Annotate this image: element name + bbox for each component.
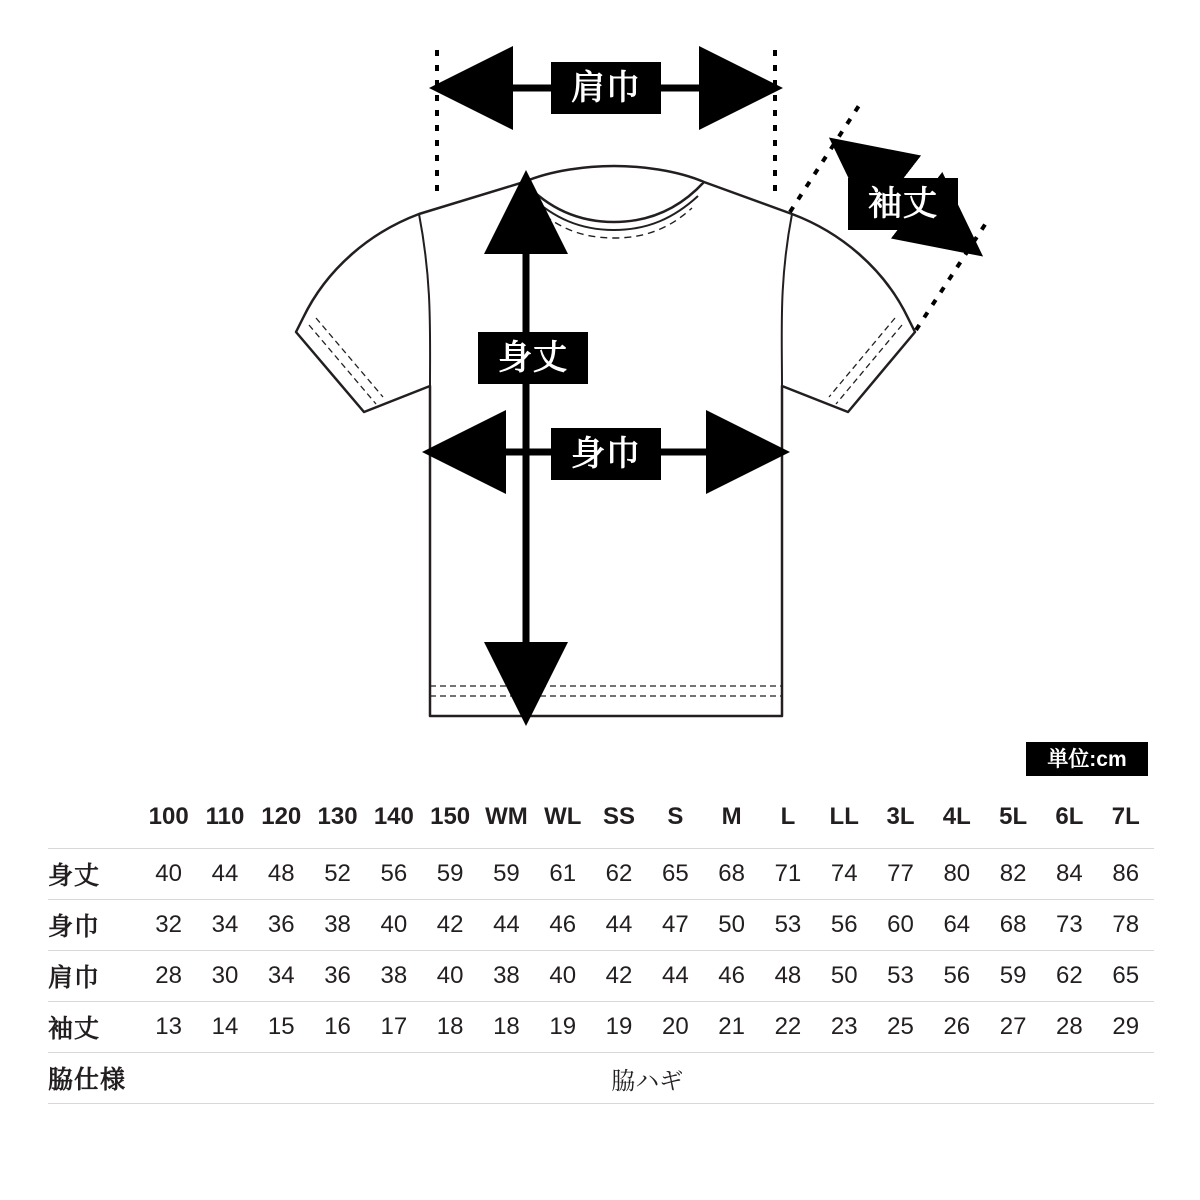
cell-2-4: 38 [380, 962, 408, 989]
cell-3-5: 18 [436, 1013, 464, 1040]
cell-0-10: 68 [718, 860, 745, 887]
cell-0-16: 84 [1056, 860, 1083, 887]
table-header-row [48, 792, 1154, 849]
cell-3-8: 19 [605, 1013, 633, 1040]
table-row [48, 849, 1154, 900]
label-sleeve-length: 袖丈 [848, 178, 958, 230]
cell-0-7: 61 [549, 860, 577, 887]
size-chart-body [48, 849, 1154, 1104]
cell-3-3: 16 [324, 1013, 351, 1040]
cell-3-12: 23 [830, 1013, 858, 1040]
cell-0-11: 71 [774, 860, 802, 887]
column-header-110: 110 [205, 803, 245, 830]
cell-2-10: 46 [718, 962, 745, 989]
cell-0-17: 86 [1112, 860, 1140, 887]
column-header-ss: SS [603, 803, 636, 830]
cell-2-16: 62 [1056, 962, 1083, 989]
size-chart-table [48, 792, 1154, 1104]
cell-3-14: 26 [943, 1013, 971, 1040]
cell-0-0: 40 [155, 860, 182, 887]
cell-1-15: 68 [999, 911, 1027, 938]
cell-1-3: 38 [324, 911, 351, 938]
cell-0-14: 80 [943, 860, 971, 887]
cell-2-13: 53 [887, 962, 914, 989]
cell-2-6: 38 [493, 962, 520, 989]
cell-2-11: 48 [774, 962, 802, 989]
cell-0-5: 59 [436, 860, 464, 887]
column-header-140: 140 [373, 803, 414, 830]
column-header-6l: 6L [1055, 803, 1084, 830]
cell-2-3: 36 [324, 962, 351, 989]
cell-3-17: 29 [1112, 1013, 1140, 1040]
cell-1-7: 46 [549, 911, 577, 938]
unit-badge: 単位:cm [1026, 742, 1148, 776]
cell-3-15: 27 [999, 1013, 1027, 1040]
cell-2-14: 56 [943, 962, 971, 989]
cell-1-14: 64 [943, 911, 971, 938]
cell-1-0: 32 [155, 911, 182, 938]
cell-3-7: 19 [549, 1013, 577, 1040]
row-header-spec: 脇仕様 [48, 1066, 127, 1094]
row-header-1: 身巾 [48, 913, 101, 941]
cell-spec-value: 脇ハギ [611, 1067, 684, 1095]
cell-1-5: 42 [436, 911, 464, 938]
column-header-150: 150 [430, 803, 471, 830]
cell-1-6: 44 [493, 911, 520, 938]
column-header-120: 120 [261, 803, 302, 830]
row-header-3: 袖丈 [48, 1015, 101, 1043]
cell-2-7: 40 [549, 962, 577, 989]
cell-2-9: 44 [661, 962, 689, 989]
cell-0-8: 62 [605, 860, 633, 887]
cell-0-12: 74 [830, 860, 858, 887]
cell-1-9: 47 [661, 911, 689, 938]
cell-1-1: 34 [211, 911, 239, 938]
cell-0-6: 59 [493, 860, 520, 887]
column-header-4l: 4L [942, 803, 971, 830]
cell-2-2: 34 [267, 962, 295, 989]
cell-3-9: 20 [661, 1013, 689, 1040]
cell-0-2: 48 [267, 860, 295, 887]
label-body-width: 身巾 [551, 428, 661, 480]
cell-1-8: 44 [605, 911, 633, 938]
cell-3-13: 25 [887, 1013, 914, 1040]
table-row [48, 900, 1154, 951]
cell-0-15: 82 [999, 860, 1027, 887]
cell-1-11: 53 [774, 911, 802, 938]
label-shoulder-width: 肩巾 [551, 62, 661, 114]
cell-1-17: 78 [1112, 911, 1140, 938]
column-header-wm: WM [485, 803, 528, 830]
column-header-wl: WL [544, 803, 582, 830]
column-header-5l: 5L [999, 803, 1028, 830]
cell-0-1: 44 [211, 860, 239, 887]
column-header-100: 100 [148, 803, 189, 830]
cell-2-0: 28 [155, 962, 182, 989]
cell-2-17: 65 [1112, 962, 1140, 989]
cell-3-1: 14 [211, 1013, 239, 1040]
header-corner-empty [48, 792, 141, 849]
row-header-0: 身丈 [48, 862, 101, 890]
cell-2-1: 30 [211, 962, 239, 989]
cell-3-16: 28 [1056, 1013, 1083, 1040]
table-row [48, 1002, 1154, 1053]
cell-2-15: 59 [999, 962, 1027, 989]
cell-1-16: 73 [1056, 911, 1083, 938]
label-body-length: 身丈 [478, 332, 588, 384]
cell-3-0: 13 [155, 1013, 182, 1040]
cell-3-6: 18 [493, 1013, 520, 1040]
cell-3-4: 17 [380, 1013, 408, 1040]
cell-0-9: 65 [661, 860, 689, 887]
table-row-spec [48, 1053, 1154, 1104]
cell-0-4: 56 [380, 860, 408, 887]
cell-0-3: 52 [324, 860, 351, 887]
cell-2-8: 42 [605, 962, 633, 989]
cell-1-2: 36 [267, 911, 295, 938]
column-header-s: S [667, 803, 684, 830]
cell-3-2: 15 [267, 1013, 295, 1040]
cell-2-12: 50 [830, 962, 858, 989]
cell-1-10: 50 [718, 911, 745, 938]
cell-1-13: 60 [887, 911, 914, 938]
column-header-ll: LL [829, 803, 859, 830]
column-header-7l: 7L [1111, 803, 1140, 830]
column-header-3l: 3L [886, 803, 915, 830]
cell-2-5: 40 [436, 962, 464, 989]
cell-3-10: 21 [718, 1013, 745, 1040]
row-header-2: 肩巾 [48, 964, 101, 992]
column-header-m: M [721, 803, 742, 830]
cell-1-4: 40 [380, 911, 408, 938]
column-header-130: 130 [317, 803, 358, 830]
cell-3-11: 22 [774, 1013, 802, 1040]
column-header-l: L [780, 803, 796, 830]
cell-1-12: 56 [830, 911, 858, 938]
cell-0-13: 77 [887, 860, 914, 887]
table-row [48, 951, 1154, 1002]
